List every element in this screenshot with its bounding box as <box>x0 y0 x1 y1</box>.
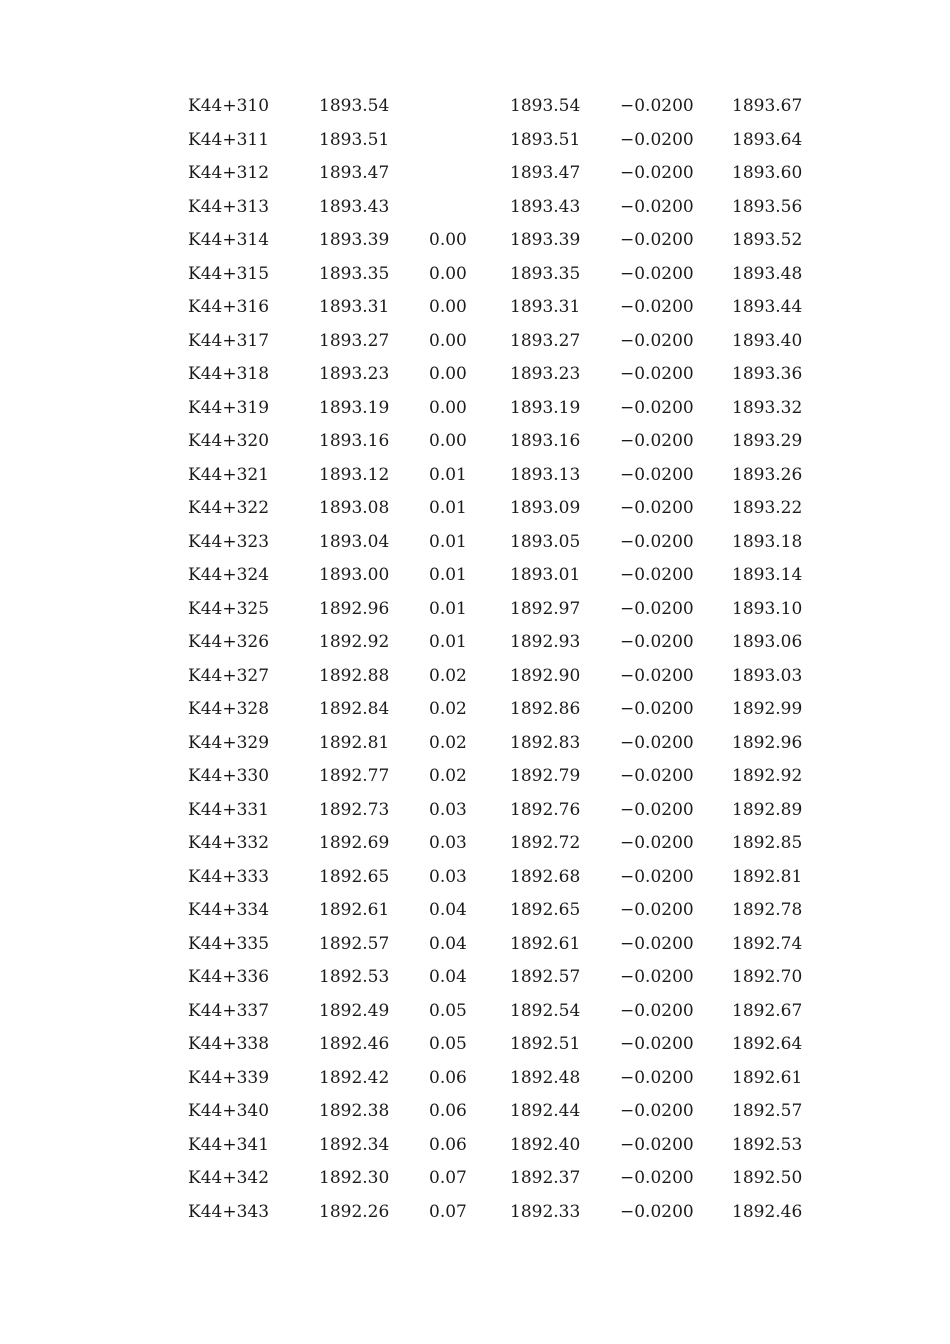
final-elevation-cell: 1892.85 <box>732 833 803 853</box>
adjusted-elevation-cell: 1892.48 <box>510 1067 581 1088</box>
station-cell: K44+315 <box>188 263 270 284</box>
correction-cell: 0.02 <box>429 699 467 719</box>
station-cell: K44+322 <box>188 498 270 518</box>
design-elevation-cell: 1892.57 <box>319 933 390 954</box>
correction-cell: 0.01 <box>429 598 467 619</box>
table-row <box>188 727 812 761</box>
station-cell: K44+319 <box>188 397 270 418</box>
design-elevation-cell: 1892.92 <box>319 632 390 652</box>
slope-cell: −0.0200 <box>620 1168 694 1188</box>
adjusted-elevation-cell: 1893.43 <box>510 196 581 217</box>
station-cell: K44+311 <box>188 129 270 150</box>
table-row <box>188 894 812 928</box>
final-elevation-cell: 1893.44 <box>732 297 803 317</box>
table-row <box>188 827 812 861</box>
design-elevation-cell: 1892.65 <box>319 866 390 887</box>
table-row <box>188 928 812 962</box>
adjusted-elevation-cell: 1893.01 <box>510 565 581 585</box>
station-cell: K44+327 <box>188 665 270 686</box>
adjusted-elevation-cell: 1892.33 <box>510 1201 581 1222</box>
design-elevation-cell: 1892.88 <box>319 665 390 686</box>
adjusted-elevation-cell: 1892.86 <box>510 699 581 719</box>
design-elevation-cell: 1892.26 <box>319 1201 390 1222</box>
station-cell: K44+338 <box>188 1034 270 1054</box>
station-cell: K44+323 <box>188 531 270 552</box>
final-elevation-cell: 1893.06 <box>732 632 803 652</box>
slope-cell: −0.0200 <box>620 799 694 820</box>
correction-cell: 0.04 <box>429 933 467 954</box>
correction-cell: 0.00 <box>429 263 467 284</box>
final-elevation-cell: 1893.40 <box>732 330 803 351</box>
adjusted-elevation-cell: 1893.19 <box>510 397 581 418</box>
correction-cell: 0.00 <box>429 297 467 317</box>
final-elevation-cell: 1892.78 <box>732 900 803 920</box>
correction-cell: 0.01 <box>429 498 467 518</box>
slope-cell: −0.0200 <box>620 431 694 451</box>
table-row <box>188 794 812 828</box>
correction-cell <box>429 124 510 158</box>
table-row <box>188 124 812 158</box>
adjusted-elevation-cell: 1893.51 <box>510 129 581 150</box>
table-row <box>188 1196 812 1230</box>
adjusted-elevation-cell: 1893.09 <box>510 498 581 518</box>
design-elevation-cell: 1892.61 <box>319 900 390 920</box>
slope-cell: −0.0200 <box>620 196 694 217</box>
station-cell: K44+339 <box>188 1067 270 1088</box>
final-elevation-cell: 1893.22 <box>732 498 803 518</box>
adjusted-elevation-cell: 1892.65 <box>510 900 581 920</box>
table-row <box>188 358 812 392</box>
table-row <box>188 90 812 124</box>
design-elevation-cell: 1893.12 <box>319 464 390 485</box>
final-elevation-cell: 1892.99 <box>732 699 803 719</box>
correction-cell: 0.03 <box>429 833 467 853</box>
adjusted-elevation-cell: 1893.13 <box>510 464 581 485</box>
station-cell: K44+342 <box>188 1168 270 1188</box>
final-elevation-cell: 1892.81 <box>732 866 803 887</box>
table-row <box>188 760 812 794</box>
design-elevation-cell: 1893.16 <box>319 431 390 451</box>
station-cell: K44+331 <box>188 799 270 820</box>
slope-cell: −0.0200 <box>620 230 694 250</box>
final-elevation-cell: 1892.92 <box>732 766 803 786</box>
final-elevation-cell: 1893.60 <box>732 163 803 183</box>
slope-cell: −0.0200 <box>620 766 694 786</box>
final-elevation-cell: 1892.67 <box>732 1000 803 1021</box>
table-row <box>188 258 812 292</box>
design-elevation-cell: 1892.84 <box>319 699 390 719</box>
design-elevation-cell: 1892.49 <box>319 1000 390 1021</box>
adjusted-elevation-cell: 1892.57 <box>510 967 581 987</box>
station-cell: K44+314 <box>188 230 270 250</box>
correction-cell: 0.04 <box>429 900 467 920</box>
adjusted-elevation-cell: 1893.27 <box>510 330 581 351</box>
station-cell: K44+321 <box>188 464 270 485</box>
final-elevation-cell: 1892.46 <box>732 1201 803 1222</box>
correction-cell: 0.01 <box>429 632 467 652</box>
station-cell: K44+334 <box>188 900 270 920</box>
correction-cell: 0.01 <box>429 464 467 485</box>
final-elevation-cell: 1892.70 <box>732 967 803 987</box>
final-elevation-cell: 1893.26 <box>732 464 803 485</box>
final-elevation-cell: 1893.03 <box>732 665 803 686</box>
slope-cell: −0.0200 <box>620 397 694 418</box>
design-elevation-cell: 1892.81 <box>319 732 390 753</box>
station-cell: K44+317 <box>188 330 270 351</box>
final-elevation-cell: 1893.67 <box>732 96 803 116</box>
table-body <box>188 90 812 1229</box>
correction-cell: 0.00 <box>429 230 467 250</box>
design-elevation-cell: 1892.38 <box>319 1101 390 1121</box>
slope-cell: −0.0200 <box>620 531 694 552</box>
table-row <box>188 1129 812 1163</box>
table-row <box>188 1095 812 1129</box>
final-elevation-cell: 1892.96 <box>732 732 803 753</box>
table-row <box>188 392 812 426</box>
correction-cell: 0.03 <box>429 799 467 820</box>
final-elevation-cell: 1893.18 <box>732 531 803 552</box>
adjusted-elevation-cell: 1893.31 <box>510 297 581 317</box>
station-cell: K44+324 <box>188 565 270 585</box>
correction-cell: 0.04 <box>429 967 467 987</box>
station-cell: K44+310 <box>188 96 270 116</box>
design-elevation-cell: 1892.30 <box>319 1168 390 1188</box>
station-cell: K44+312 <box>188 163 270 183</box>
adjusted-elevation-cell: 1892.76 <box>510 799 581 820</box>
design-elevation-cell: 1892.69 <box>319 833 390 853</box>
station-cell: K44+337 <box>188 1000 270 1021</box>
table-row <box>188 425 812 459</box>
correction-cell: 0.05 <box>429 1000 467 1021</box>
adjusted-elevation-cell: 1892.79 <box>510 766 581 786</box>
elevation-table <box>188 90 812 1229</box>
table-row <box>188 861 812 895</box>
station-cell: K44+313 <box>188 196 270 217</box>
final-elevation-cell: 1892.61 <box>732 1067 803 1088</box>
design-elevation-cell: 1892.73 <box>319 799 390 820</box>
adjusted-elevation-cell: 1892.61 <box>510 933 581 954</box>
design-elevation-cell: 1893.35 <box>319 263 390 284</box>
slope-cell: −0.0200 <box>620 364 694 384</box>
adjusted-elevation-cell: 1893.47 <box>510 163 581 183</box>
station-cell: K44+336 <box>188 967 270 987</box>
adjusted-elevation-cell: 1893.05 <box>510 531 581 552</box>
design-elevation-cell: 1893.47 <box>319 163 390 183</box>
correction-cell: 0.06 <box>429 1101 467 1121</box>
correction-cell: 0.00 <box>429 397 467 418</box>
correction-cell: 0.00 <box>429 330 467 351</box>
correction-cell: 0.06 <box>429 1067 467 1088</box>
slope-cell: −0.0200 <box>620 699 694 719</box>
final-elevation-cell: 1892.53 <box>732 1134 803 1155</box>
design-elevation-cell: 1893.43 <box>319 196 390 217</box>
correction-cell: 0.00 <box>429 431 467 451</box>
slope-cell: −0.0200 <box>620 498 694 518</box>
slope-cell: −0.0200 <box>620 96 694 116</box>
table-row <box>188 1162 812 1196</box>
adjusted-elevation-cell: 1892.83 <box>510 732 581 753</box>
table-row <box>188 961 812 995</box>
adjusted-elevation-cell: 1892.97 <box>510 598 581 619</box>
slope-cell: −0.0200 <box>620 129 694 150</box>
table-row <box>188 325 812 359</box>
table-row <box>188 291 812 325</box>
correction-cell <box>429 191 510 225</box>
slope-cell: −0.0200 <box>620 1101 694 1121</box>
slope-cell: −0.0200 <box>620 866 694 887</box>
station-cell: K44+329 <box>188 732 270 753</box>
table-row <box>188 995 812 1029</box>
final-elevation-cell: 1893.36 <box>732 364 803 384</box>
table-row <box>188 1062 812 1096</box>
slope-cell: −0.0200 <box>620 665 694 686</box>
design-elevation-cell: 1892.46 <box>319 1034 390 1054</box>
table-row <box>188 492 812 526</box>
slope-cell: −0.0200 <box>620 632 694 652</box>
adjusted-elevation-cell: 1893.54 <box>510 96 581 116</box>
final-elevation-cell: 1893.56 <box>732 196 803 217</box>
adjusted-elevation-cell: 1893.35 <box>510 263 581 284</box>
slope-cell: −0.0200 <box>620 900 694 920</box>
station-cell: K44+325 <box>188 598 270 619</box>
adjusted-elevation-cell: 1892.68 <box>510 866 581 887</box>
design-elevation-cell: 1893.04 <box>319 531 390 552</box>
adjusted-elevation-cell: 1892.37 <box>510 1168 581 1188</box>
table-row <box>188 526 812 560</box>
final-elevation-cell: 1892.89 <box>732 799 803 820</box>
final-elevation-cell: 1893.32 <box>732 397 803 418</box>
slope-cell: −0.0200 <box>620 1034 694 1054</box>
station-cell: K44+318 <box>188 364 270 384</box>
design-elevation-cell: 1893.00 <box>319 565 390 585</box>
design-elevation-cell: 1893.54 <box>319 96 390 116</box>
slope-cell: −0.0200 <box>620 933 694 954</box>
correction-cell: 0.01 <box>429 531 467 552</box>
design-elevation-cell: 1892.34 <box>319 1134 390 1155</box>
final-elevation-cell: 1893.14 <box>732 565 803 585</box>
slope-cell: −0.0200 <box>620 464 694 485</box>
slope-cell: −0.0200 <box>620 1000 694 1021</box>
final-elevation-cell: 1892.74 <box>732 933 803 954</box>
slope-cell: −0.0200 <box>620 297 694 317</box>
adjusted-elevation-cell: 1893.16 <box>510 431 581 451</box>
adjusted-elevation-cell: 1892.90 <box>510 665 581 686</box>
final-elevation-cell: 1892.57 <box>732 1101 803 1121</box>
final-elevation-cell: 1893.48 <box>732 263 803 284</box>
adjusted-elevation-cell: 1892.72 <box>510 833 581 853</box>
correction-cell: 0.05 <box>429 1034 467 1054</box>
adjusted-elevation-cell: 1892.40 <box>510 1134 581 1155</box>
correction-cell: 0.02 <box>429 732 467 753</box>
station-cell: K44+340 <box>188 1101 270 1121</box>
slope-cell: −0.0200 <box>620 1134 694 1155</box>
final-elevation-cell: 1893.10 <box>732 598 803 619</box>
final-elevation-cell: 1892.64 <box>732 1034 803 1054</box>
station-cell: K44+326 <box>188 632 270 652</box>
table-row <box>188 157 812 191</box>
design-elevation-cell: 1892.77 <box>319 766 390 786</box>
slope-cell: −0.0200 <box>620 263 694 284</box>
table-row <box>188 224 812 258</box>
design-elevation-cell: 1893.27 <box>319 330 390 351</box>
design-elevation-cell: 1892.53 <box>319 967 390 987</box>
adjusted-elevation-cell: 1892.54 <box>510 1000 581 1021</box>
design-elevation-cell: 1892.42 <box>319 1067 390 1088</box>
slope-cell: −0.0200 <box>620 565 694 585</box>
table-row <box>188 559 812 593</box>
adjusted-elevation-cell: 1893.23 <box>510 364 581 384</box>
table-row <box>188 459 812 493</box>
adjusted-elevation-cell: 1892.93 <box>510 632 581 652</box>
table-row <box>188 626 812 660</box>
table-row <box>188 660 812 694</box>
station-cell: K44+343 <box>188 1201 270 1222</box>
correction-cell: 0.01 <box>429 565 467 585</box>
station-cell: K44+332 <box>188 833 270 853</box>
slope-cell: −0.0200 <box>620 1201 694 1222</box>
station-cell: K44+330 <box>188 766 270 786</box>
slope-cell: −0.0200 <box>620 330 694 351</box>
correction-cell <box>429 90 510 124</box>
design-elevation-cell: 1893.08 <box>319 498 390 518</box>
slope-cell: −0.0200 <box>620 967 694 987</box>
design-elevation-cell: 1893.19 <box>319 397 390 418</box>
table-row <box>188 1028 812 1062</box>
station-cell: K44+328 <box>188 699 270 719</box>
design-elevation-cell: 1892.96 <box>319 598 390 619</box>
correction-cell: 0.07 <box>429 1201 467 1222</box>
final-elevation-cell: 1893.29 <box>732 431 803 451</box>
station-cell: K44+341 <box>188 1134 270 1155</box>
table-row <box>188 693 812 727</box>
design-elevation-cell: 1893.51 <box>319 129 390 150</box>
slope-cell: −0.0200 <box>620 732 694 753</box>
correction-cell: 0.00 <box>429 364 467 384</box>
design-elevation-cell: 1893.31 <box>319 297 390 317</box>
correction-cell: 0.02 <box>429 766 467 786</box>
correction-cell: 0.03 <box>429 866 467 887</box>
final-elevation-cell: 1893.52 <box>732 230 803 250</box>
station-cell: K44+316 <box>188 297 270 317</box>
adjusted-elevation-cell: 1892.51 <box>510 1034 581 1054</box>
slope-cell: −0.0200 <box>620 833 694 853</box>
design-elevation-cell: 1893.23 <box>319 364 390 384</box>
station-cell: K44+320 <box>188 431 270 451</box>
final-elevation-cell: 1892.50 <box>732 1168 803 1188</box>
design-elevation-cell: 1893.39 <box>319 230 390 250</box>
correction-cell: 0.02 <box>429 665 467 686</box>
final-elevation-cell: 1893.64 <box>732 129 803 150</box>
correction-cell <box>429 157 510 191</box>
station-cell: K44+335 <box>188 933 270 954</box>
adjusted-elevation-cell: 1892.44 <box>510 1101 581 1121</box>
slope-cell: −0.0200 <box>620 598 694 619</box>
slope-cell: −0.0200 <box>620 163 694 183</box>
table-row <box>188 593 812 627</box>
adjusted-elevation-cell: 1893.39 <box>510 230 581 250</box>
correction-cell: 0.07 <box>429 1168 467 1188</box>
correction-cell: 0.06 <box>429 1134 467 1155</box>
slope-cell: −0.0200 <box>620 1067 694 1088</box>
table-row <box>188 191 812 225</box>
station-cell: K44+333 <box>188 866 270 887</box>
